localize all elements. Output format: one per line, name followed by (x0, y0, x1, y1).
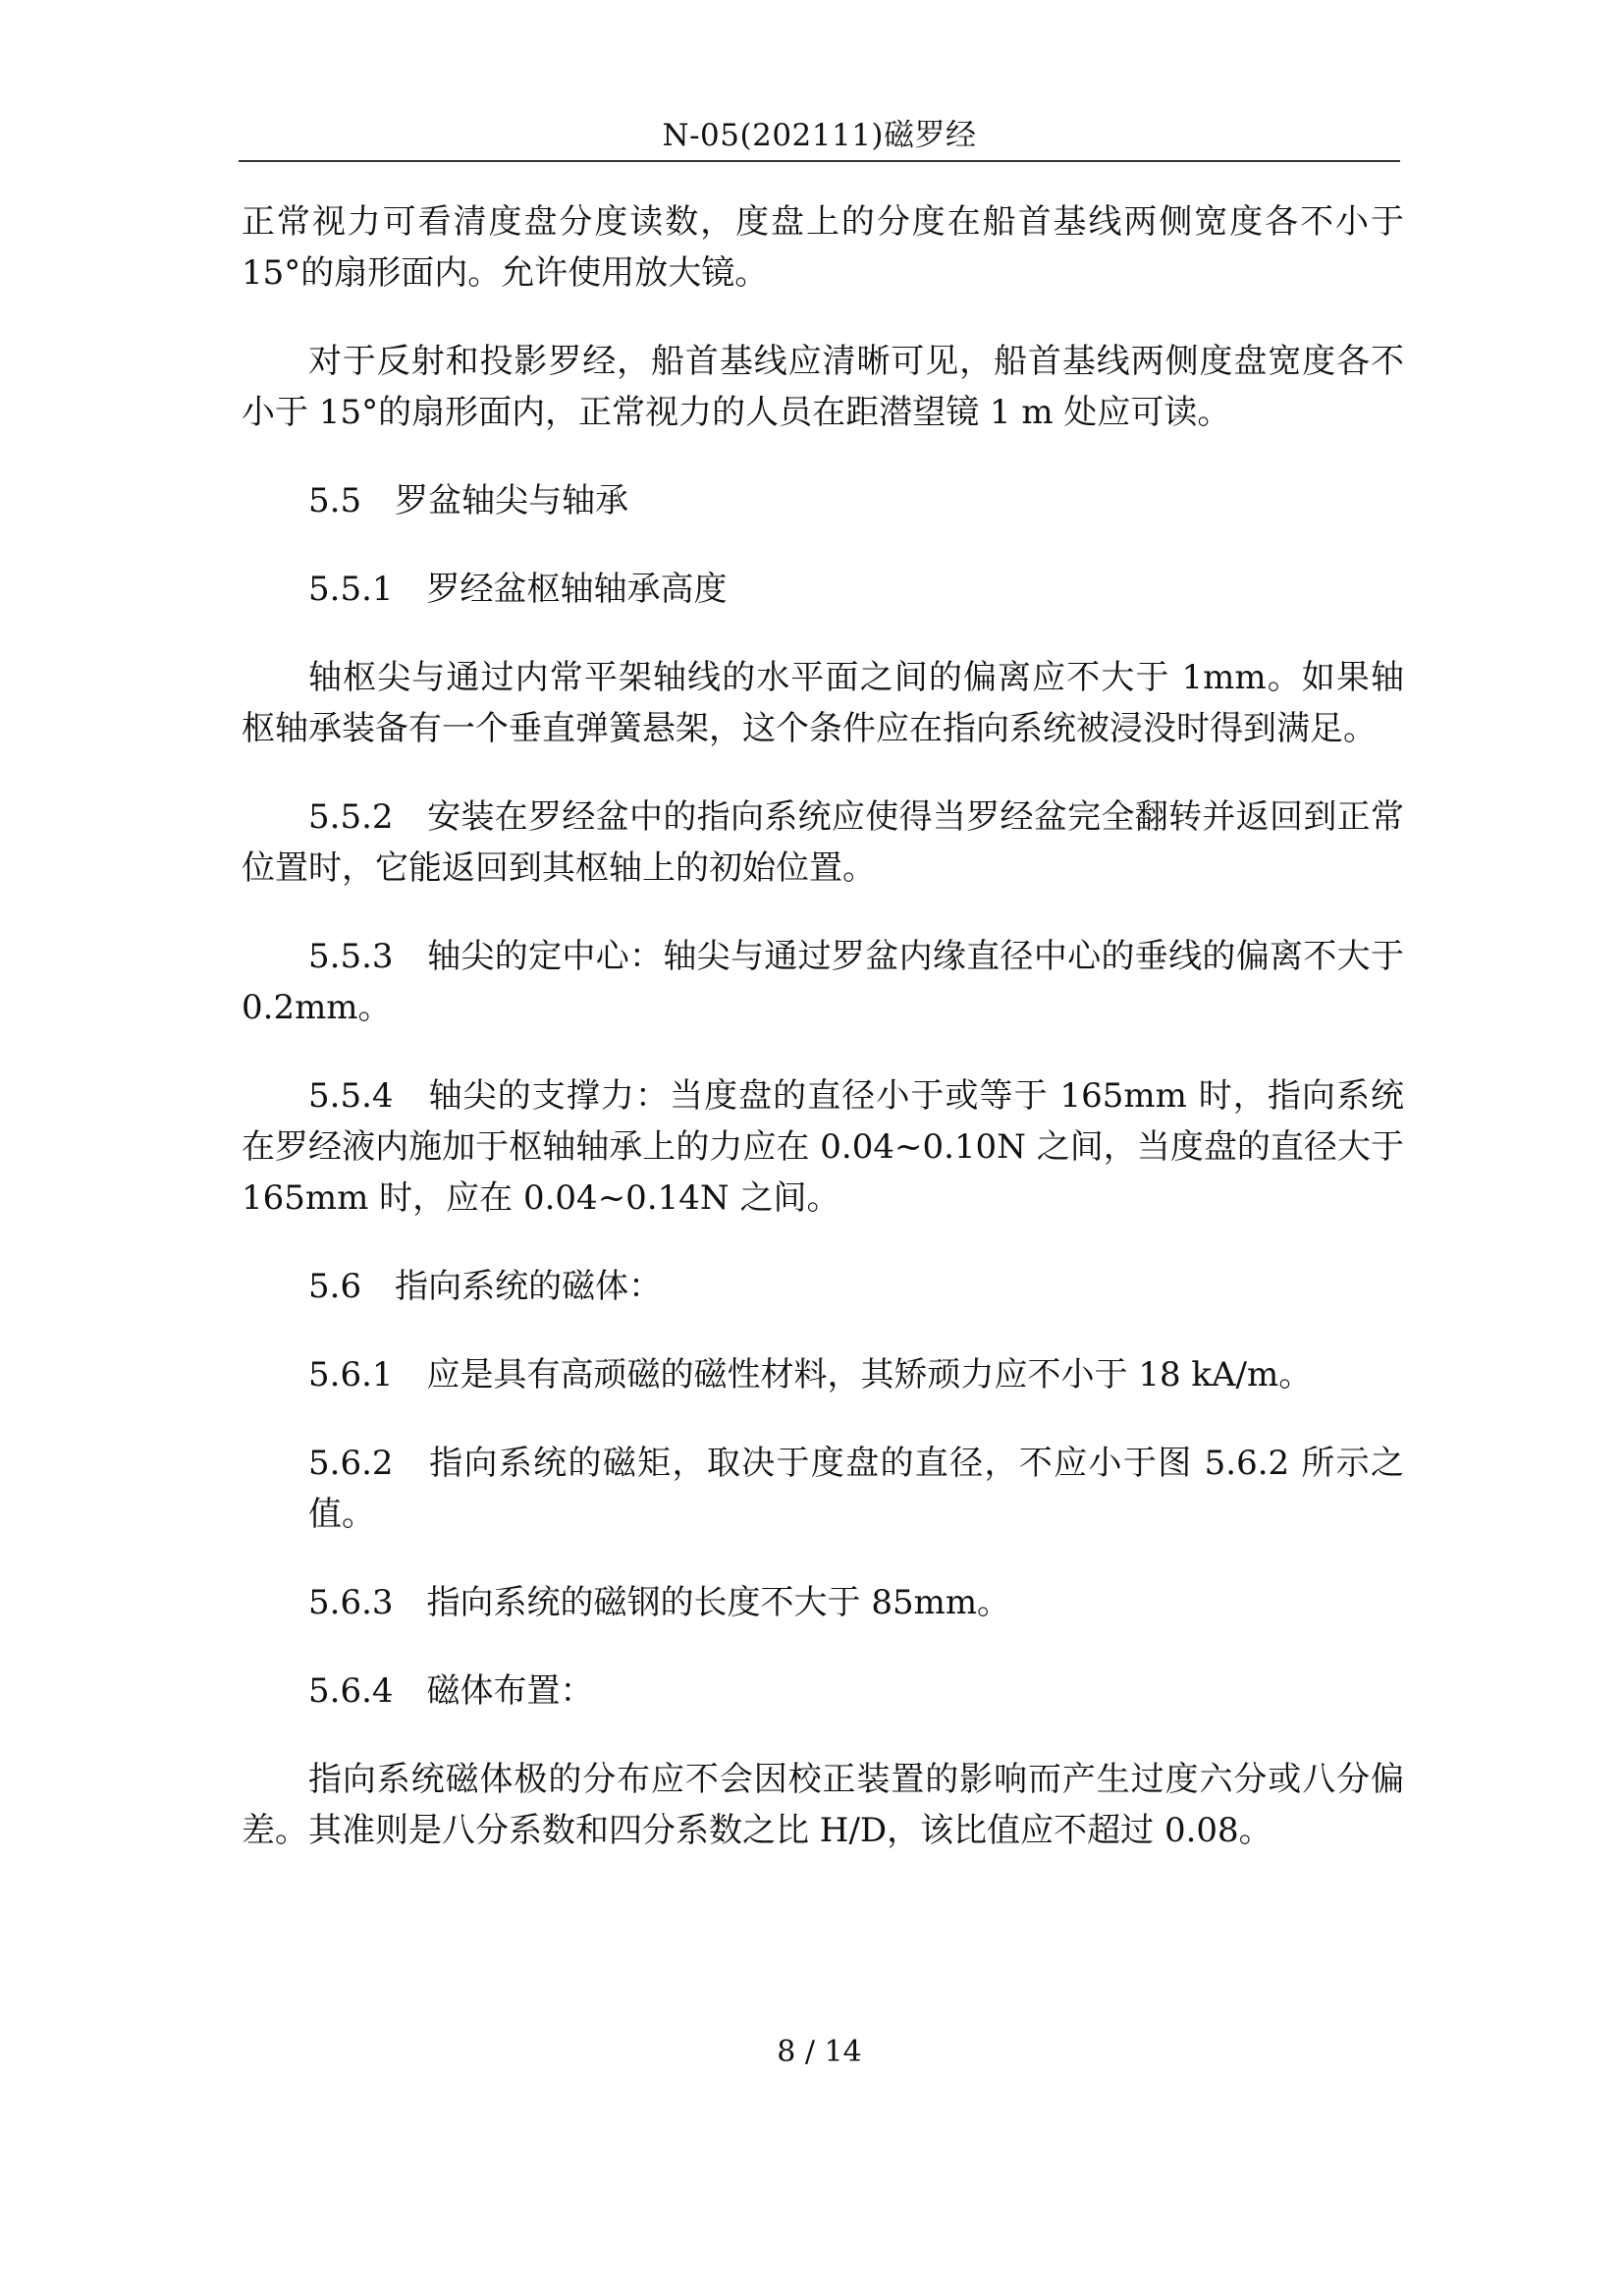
header-divider (239, 160, 1400, 162)
paragraph-reflecting-compass: 对于反射和投影罗经，船首基线应清晰可见，船首基线两侧度盘宽度各不小于 15°的扇形面内，正常视力的人员在距潜望镜 1 m 处应可读。 (242, 342, 1404, 432)
section-heading-5-5-1: 5.5.1 罗经盆枢轴轴承高度 (308, 570, 728, 609)
section-item-5-6-1: 5.6.1 应是具有高顽磁的磁性材料，其矫顽力应不小于 18 kA/m。 (308, 1355, 1313, 1394)
paragraph-5-5-4: 5.5.4 轴尖的支撑力：当度盘的直径小于或等于 165mm 时，指向系统在罗经液内施加于枢轴轴承上的力应在 0.04~0.10N 之间，当度盘的直径大于 165mm 时，应在 0.04~0.14N 之间。 (242, 1076, 1404, 1218)
section-item-5-6-3: 5.6.3 指向系统的磁钢的长度不大于 85mm。 (308, 1583, 1011, 1622)
paragraph-5-5-2: 5.5.2 安装在罗经盆中的指向系统应使得当罗经盆完全翻转并返回到正常位置时，它能返回到其枢轴上的初始位置。 (242, 797, 1404, 888)
document-body (242, 196, 1404, 1856)
paragraph-5-6-4: 指向系统磁体极的分布应不会因校正装置的影响而产生过度六分或八分偏差。其准则是八分系数和四分系数之比 H/D，该比值应不超过 0.08。 (242, 1760, 1404, 1850)
section-item-5-6-2: 5.6.2 指向系统的磁矩，取决于度盘的直径，不应小于图 5.6.2 所示之值。 (308, 1444, 1404, 1534)
section-heading-5-5: 5.5 罗盆轴尖与轴承 (308, 481, 629, 520)
paragraph-5-5-1: 轴枢尖与通过内常平架轴线的水平面之间的偏离应不大于 1mm。如果轴枢轴承装备有一个垂直弹簧悬架，这个条件应在指向系统被浸没时得到满足。 (242, 658, 1404, 748)
page-header: N-05(202111)磁罗经 (662, 118, 977, 153)
page-number: 8 / 14 (777, 2035, 862, 2069)
section-heading-5-6: 5.6 指向系统的磁体： (308, 1267, 663, 1306)
paragraph-dial-readability: 正常视力可看清度盘分度读数，度盘上的分度在船首基线两侧宽度各不小于 15°的扇形面内。允许使用放大镜。 (242, 202, 1404, 293)
section-item-5-6-4: 5.6.4 磁体布置： (308, 1671, 594, 1711)
paragraph-5-5-3: 5.5.3 轴尖的定中心：轴尖与通过罗盆内缘直径中心的垂线的偏离不大于 0.2mm。 (242, 937, 1404, 1027)
